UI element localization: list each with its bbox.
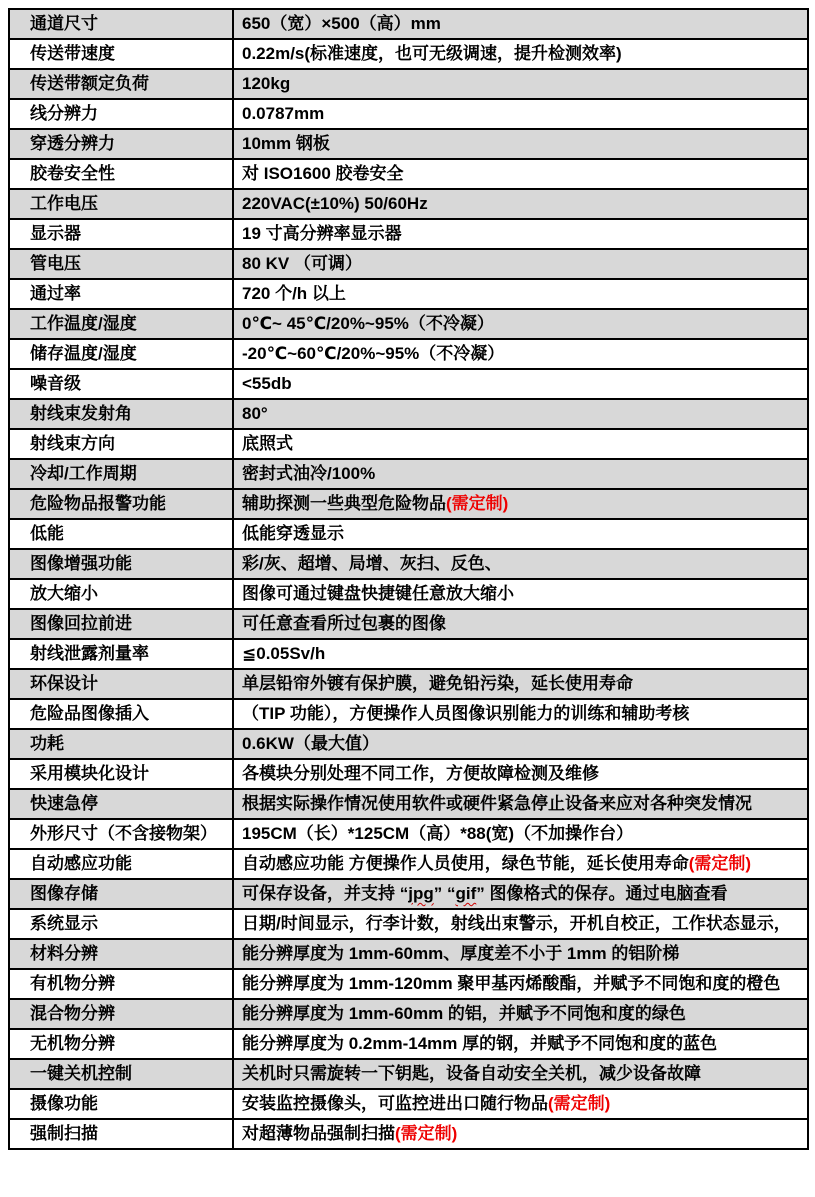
spec-name-cell: 图像存储 (10, 880, 234, 908)
spec-value-cell (234, 310, 807, 338)
table-row (10, 608, 807, 638)
spec-name-cell: 系统显示 (10, 910, 234, 938)
value-text: 195CM（长）*125CM（高）*88(宽)（不加操作台） (242, 824, 634, 843)
spec-value-cell (234, 220, 807, 248)
spec-value-cell (234, 460, 807, 488)
table-row (10, 698, 807, 728)
spec-value-cell (234, 880, 807, 908)
spec-value-cell (234, 760, 807, 788)
spec-name-cell: 工作电压 (10, 190, 234, 218)
spec-name-cell: 图像增强功能 (10, 550, 234, 578)
spec-value-cell (234, 550, 807, 578)
spec-name-cell: 通道尺寸 (10, 10, 234, 38)
spec-name-cell: 采用模块化设计 (10, 760, 234, 788)
spec-value-cell (234, 580, 807, 608)
value-text: ” “ (433, 884, 456, 903)
spec-name-cell: 快速急停 (10, 790, 234, 818)
spec-table (8, 8, 809, 1150)
spec-name-cell: 传送带额定负荷 (10, 70, 234, 98)
table-row (10, 398, 807, 428)
value-text: 0.0787mm (242, 104, 325, 123)
value-text: 图像可通过键盘快捷键任意放大缩小 (242, 584, 514, 603)
table-row (10, 1088, 807, 1118)
value-text: 对 ISO1600 胶卷安全 (242, 164, 404, 183)
spec-name-cell: 环保设计 (10, 670, 234, 698)
spec-value-cell (234, 250, 807, 278)
value-text: 10mm 钢板 (242, 134, 330, 153)
value-text: 各模块分别处理不同工作，方便故障检测及维修 (242, 764, 599, 783)
spec-name-cell: 工作温度/湿度 (10, 310, 234, 338)
value-text: ≦0.05Sv/h (242, 644, 326, 663)
spec-name-cell: 通过率 (10, 280, 234, 308)
value-text: 720 个/h 以上 (242, 284, 346, 303)
spec-name-cell: 功耗 (10, 730, 234, 758)
spec-name-cell: 自动感应功能 (10, 850, 234, 878)
spellcheck-word: gif (455, 884, 477, 903)
table-row (10, 578, 807, 608)
value-text: 安装监控摄像头，可监控进出口随行物品 (242, 1094, 548, 1113)
value-text: 120kg (242, 74, 291, 93)
spec-name-cell: 射线束方向 (10, 430, 234, 458)
spec-name-cell: 一键关机控制 (10, 1060, 234, 1088)
table-row (10, 848, 807, 878)
value-text: 底照式 (242, 434, 293, 453)
spec-name-cell: 显示器 (10, 220, 234, 248)
spec-value-cell (234, 370, 807, 398)
table-row (10, 98, 807, 128)
value-text: 对超薄物品强制扫描 (242, 1124, 395, 1143)
table-row (10, 68, 807, 98)
table-row (10, 218, 807, 248)
table-row (10, 968, 807, 998)
value-text: 0.22m/s(标准速度，也可无级调速，提升检测效率) (242, 44, 622, 63)
spec-value-cell (234, 820, 807, 848)
table-row (10, 308, 807, 338)
value-text: 80 KV （可调） (242, 254, 362, 273)
spec-name-cell: 传送带速度 (10, 40, 234, 68)
table-row (10, 758, 807, 788)
value-text: <55db (242, 374, 292, 393)
spec-name-cell: 射线束发射角 (10, 400, 234, 428)
value-text: 根据实际操作情况使用软件或硬件紧急停止设备来应对各种突发情况 (242, 794, 752, 813)
spec-value-cell (234, 160, 807, 188)
spec-value-cell (234, 490, 807, 518)
value-text: 能分辨厚度为 1mm-60mm 的铝，并赋予不同饱和度的绿色 (242, 1004, 686, 1023)
spec-value-cell (234, 640, 807, 668)
spec-value-cell (234, 970, 807, 998)
spec-name-cell: 线分辨力 (10, 100, 234, 128)
value-text: 辅助探测一些典型危险物品 (242, 494, 446, 513)
value-text: 可保存设备，并支持 “ (242, 884, 409, 903)
spec-value-cell (234, 1090, 807, 1118)
table-row (10, 878, 807, 908)
value-text: 彩/灰、超增、局增、灰扫、反色、 (242, 554, 502, 573)
value-text: ” 图像格式的保存。通过电脑查看 (476, 884, 728, 903)
spec-name-cell: 材料分辨 (10, 940, 234, 968)
spec-name-cell: 储存温度/湿度 (10, 340, 234, 368)
value-text: 单层铅帘外镀有保护膜，避免铅污染，延长使用寿命 (242, 674, 633, 693)
spec-value-cell (234, 430, 807, 458)
table-row (10, 548, 807, 578)
spec-name-cell: 混合物分辨 (10, 1000, 234, 1028)
spec-value-cell (234, 190, 807, 218)
spec-name-cell: 外形尺寸（不含接物架） (10, 820, 234, 848)
value-text: 能分辨厚度为 0.2mm-14mm 厚的钢，并赋予不同饱和度的蓝色 (242, 1034, 718, 1053)
table-row (10, 278, 807, 308)
spec-value-cell (234, 610, 807, 638)
spec-name-cell: 射线泄露剂量率 (10, 640, 234, 668)
value-text: 80° (242, 404, 268, 423)
spec-value-cell (234, 340, 807, 368)
spec-value-cell (234, 10, 807, 38)
table-row (10, 638, 807, 668)
spec-value-cell (234, 730, 807, 758)
table-row (10, 938, 807, 968)
spec-value-cell (234, 670, 807, 698)
spec-name-cell: 无机物分辨 (10, 1030, 234, 1058)
custom-required-note: (需定制) (446, 494, 509, 513)
table-row (10, 518, 807, 548)
value-text: 220VAC(±10%) 50/60Hz (242, 194, 428, 213)
spec-name-cell: 管电压 (10, 250, 234, 278)
spec-value-cell (234, 1000, 807, 1028)
table-row (10, 188, 807, 218)
table-row (10, 458, 807, 488)
table-row (10, 10, 807, 38)
spec-value-cell (234, 910, 807, 938)
table-row (10, 248, 807, 278)
value-text: 可任意查看所过包裹的图像 (242, 614, 446, 633)
spec-name-cell: 胶卷安全性 (10, 160, 234, 188)
value-text: 能分辨厚度为 1mm-60mm、厚度差不小于 1mm 的铝阶梯 (242, 944, 680, 963)
spec-value-cell (234, 1030, 807, 1058)
spec-value-cell (234, 940, 807, 968)
table-row (10, 128, 807, 158)
table-row (10, 338, 807, 368)
value-text: -20℃~60℃/20%~95%（不冷凝） (242, 344, 505, 363)
spec-name-cell: 危险品图像插入 (10, 700, 234, 728)
table-row (10, 728, 807, 758)
table-row (10, 38, 807, 68)
spec-name-cell: 图像回拉前进 (10, 610, 234, 638)
table-row (10, 488, 807, 518)
table-row (10, 998, 807, 1028)
table-row (10, 1118, 807, 1148)
table-row (10, 368, 807, 398)
value-text: 自动感应功能 方便操作人员使用，绿色节能，延长使用寿命 (242, 854, 689, 873)
spec-name-cell: 强制扫描 (10, 1120, 234, 1148)
value-text: 密封式油冷/100% (242, 464, 376, 483)
table-row (10, 788, 807, 818)
spec-name-cell: 摄像功能 (10, 1090, 234, 1118)
spec-name-cell: 冷却/工作周期 (10, 460, 234, 488)
table-row (10, 428, 807, 458)
table-row (10, 158, 807, 188)
value-text: 0.6KW（最大值） (242, 734, 379, 753)
spec-value-cell (234, 40, 807, 68)
spellcheck-word: jpg (408, 884, 434, 903)
spec-name-cell: 有机物分辨 (10, 970, 234, 998)
spec-value-cell (234, 400, 807, 428)
spec-value-cell (234, 700, 807, 728)
table-row (10, 1028, 807, 1058)
custom-required-note: (需定制) (548, 1094, 611, 1113)
spec-name-cell: 低能 (10, 520, 234, 548)
spec-value-cell (234, 850, 807, 878)
spec-name-cell: 噪音级 (10, 370, 234, 398)
spec-name-cell: 放大缩小 (10, 580, 234, 608)
spec-value-cell (234, 280, 807, 308)
table-row (10, 908, 807, 938)
value-text: （TIP 功能），方便操作人员图像识别能力的训练和辅助考核 (242, 704, 690, 723)
value-text: 能分辨厚度为 1mm-120mm 聚甲基丙烯酸酯，并赋予不同饱和度的橙色 (242, 974, 781, 993)
spec-value-cell (234, 70, 807, 98)
spec-name-cell: 穿透分辨力 (10, 130, 234, 158)
table-row (10, 1058, 807, 1088)
custom-required-note: (需定制) (395, 1124, 458, 1143)
custom-required-note: (需定制) (688, 854, 752, 873)
spec-value-cell (234, 100, 807, 128)
value-text: 650（宽）×500（高）mm (242, 14, 441, 33)
spec-value-cell (234, 1120, 807, 1148)
spec-value-cell (234, 520, 807, 548)
value-text: 低能穿透显示 (242, 524, 344, 543)
spec-name-cell: 危险物品报警功能 (10, 490, 234, 518)
value-text: 关机时只需旋转一下钥匙，设备自动安全关机，减少设备故障 (242, 1064, 701, 1083)
spec-value-cell (234, 790, 807, 818)
value-text: 19 寸高分辨率显示器 (242, 224, 402, 243)
value-text: 0℃~ 45℃/20%~95%（不冷凝） (242, 314, 494, 333)
table-row (10, 818, 807, 848)
spec-value-cell (234, 130, 807, 158)
table-row (10, 668, 807, 698)
spec-value-cell (234, 1060, 807, 1088)
value-text: 日期/时间显示，行李计数，射线出束警示，开机自校正，工作状态显示， (242, 914, 791, 933)
